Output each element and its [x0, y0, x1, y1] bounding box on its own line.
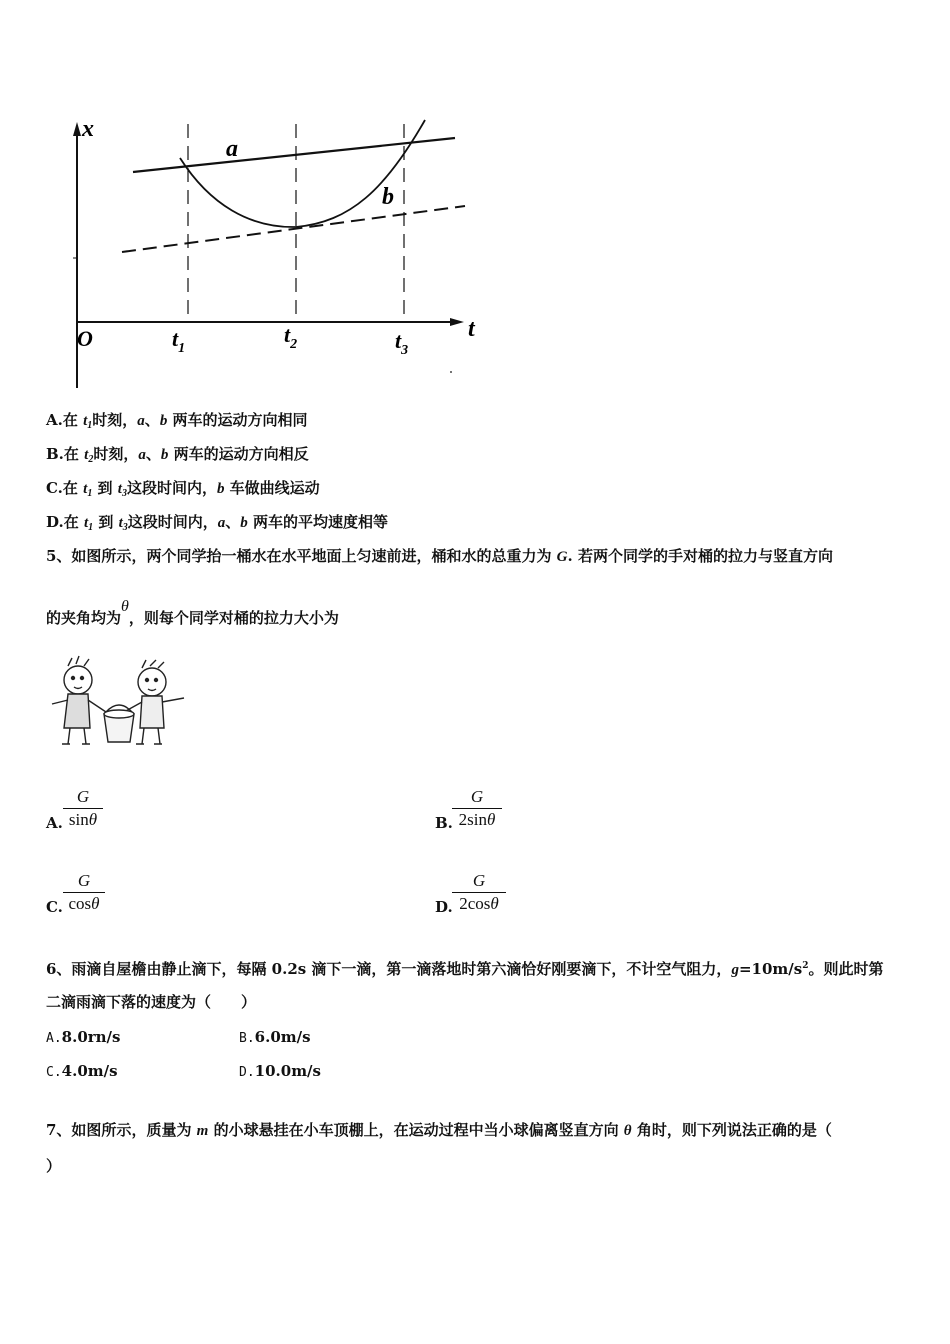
axis-y-label: x [82, 116, 94, 142]
q6-option-a: A.8.0rn/s [46, 1028, 121, 1046]
q4-option-b: B.在 $t_2$时刻，a、b 两车的运动方向相反 [46, 445, 309, 465]
q5-stem-line2: 的夹角均为θ，则每个同学对桶的拉力大小为 [46, 598, 339, 627]
q4-option-c: C.在 $t_1$ 到 $t_3$这段时间内，b 车做曲线运动 [46, 479, 320, 499]
q6-stem-line2: 二滴雨滴下落的速度为（ ） [46, 993, 257, 1011]
q5-option-d-fraction: G 2cosθ [452, 870, 506, 915]
label-a: a [226, 136, 238, 162]
q5-option-a-fraction: G sinθ [63, 786, 103, 831]
q7-stem-line2: ） [46, 1157, 62, 1175]
q5-stem-line1: 5、如图所示，两个同学抬一桶水在水平地面上匀速前进，桶和水的总重力为 G. 若两个同学的手对桶的拉力与竖直方向 [46, 547, 833, 565]
tick-t1: $t_1$ [172, 326, 186, 356]
tick-t2: $t_2$ [284, 322, 298, 352]
q6-stem-line1: 6、雨滴自屋檐由静止滴下，每隔 0.2s 滴下一滴，第一滴落地时第六滴恰好刚要滴下，不计空气阻力，$g=10m/s^2$。则此时第 [46, 960, 884, 978]
q5-option-b-label: B. [435, 814, 453, 832]
q5-option-c-fraction: G cosθ [63, 870, 105, 915]
q5-option-a-label: A. [46, 814, 63, 832]
q5-option-c-label: C. [46, 898, 63, 916]
q5-option-b-fraction: G 2sinθ [452, 786, 502, 831]
q5-option-d-label: D. [435, 898, 453, 916]
origin-label: O [77, 326, 93, 351]
q6-option-c: C.4.0m/s [46, 1062, 118, 1080]
tick-t3: $t_3$ [395, 328, 409, 358]
q7-stem-line1: 7、如图所示，质量为 m 的小球悬挂在小车顶棚上，在运动过程中当小球偏离竖直方向 θ 角时，则下列说法正确的是（ [46, 1121, 832, 1139]
axis-x-label: t [468, 316, 475, 342]
label-b: b [382, 184, 394, 210]
line-a [133, 138, 455, 172]
curve-b [180, 120, 425, 227]
q6-option-d: D.10.0m/s [239, 1062, 321, 1080]
y-axis-arrow-icon [73, 122, 81, 136]
theta-symbol: θ [121, 598, 129, 615]
stray-dot [450, 371, 452, 373]
q4-option-a: A.在 $t_1$时刻，a、b 两车的运动方向相同 [46, 411, 308, 431]
q4-option-d: D.在 $t_1$ 到 $t_3$这段时间内，a、b 两车的平均速度相等 [46, 513, 388, 533]
x-axis-arrow-icon [450, 318, 464, 326]
students-bucket-figure [44, 654, 194, 750]
q6-option-b: B.6.0m/s [239, 1028, 311, 1046]
tangent-line [122, 206, 465, 252]
xt-graph [40, 110, 500, 400]
